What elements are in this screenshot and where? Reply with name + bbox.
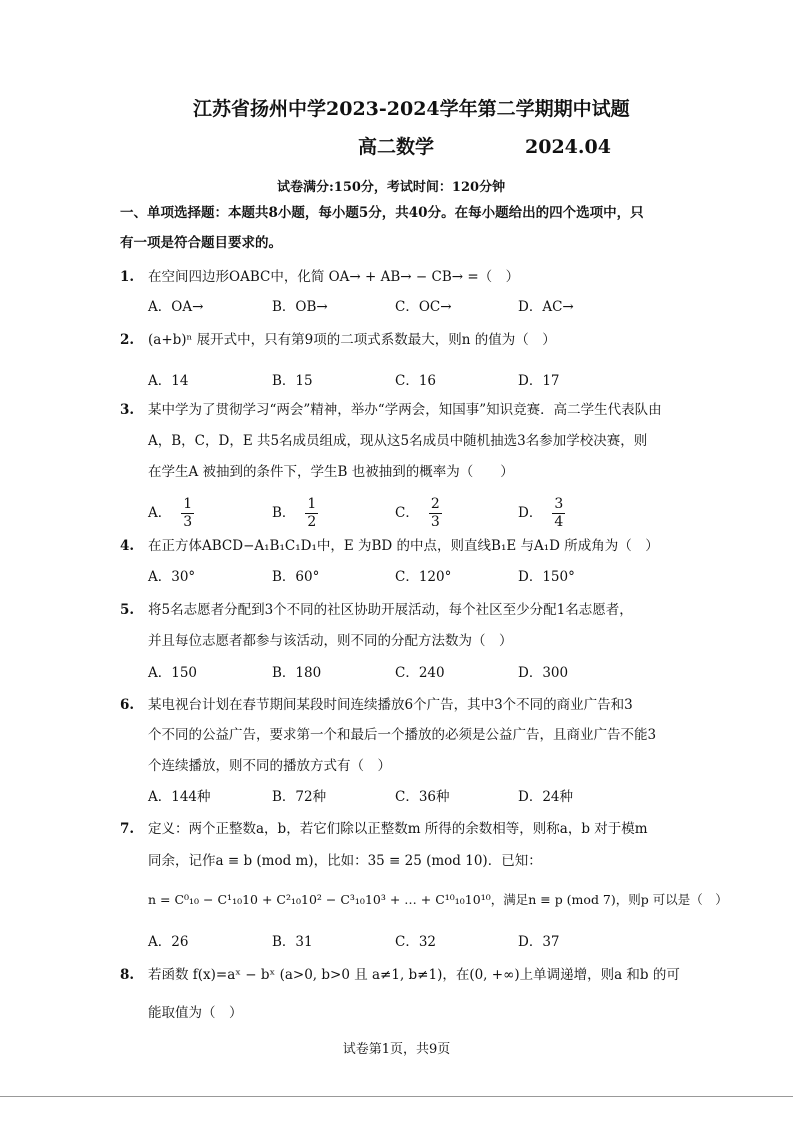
option-c[interactable]: C．OC→ (395, 299, 452, 315)
question-text: 同余，记作a ≡ b (mod m)，比如：35 ≡ 25 (mod 10)．已知： (148, 853, 542, 869)
option-b[interactable]: B． $\frac{1}{2}$ (272, 496, 317, 530)
option-b[interactable]: B．60° (272, 569, 320, 585)
exam-date: 2024.04 (525, 136, 611, 158)
question-text: 个不同的公益广告，要求第一个和最后一个播放的必须是公益广告，且商业广告不能3 (148, 727, 657, 743)
option-a[interactable]: A．OA→ (148, 299, 204, 315)
option-c[interactable]: C．16 (395, 373, 437, 389)
question-text: A，B，C，D，E 共5名成员组成，现从这5名成员中随机抽选3名参加学校决赛，则 (148, 433, 648, 449)
option-a[interactable]: A．150 (148, 665, 198, 681)
fraction: $\frac{1}{3}$ (183, 496, 193, 530)
option-a[interactable]: A． $\frac{1}{3}$ (148, 496, 193, 530)
option-d[interactable]: D．AC→ (518, 299, 574, 315)
question-text: 定义：两个正整数a，b，若它们除以正整数m 所得的余数相等，则称a，b 对于模m (148, 821, 648, 837)
option-a[interactable]: A．26 (148, 934, 189, 950)
option-b[interactable]: B．31 (272, 934, 313, 950)
option-d[interactable]: D． $\frac{3}{4}$ (518, 496, 564, 530)
option-d[interactable]: D．300 (518, 665, 569, 681)
question-text: 若函数 f(x)=aˣ − bˣ (a>0, b>0 且 a≠1, b≠1)，在(0, +∞)上单调递增，则a 和b 的可 (148, 967, 680, 983)
question-text: 个连续播放，则不同的播放方式有（ ） (148, 758, 391, 774)
option-b[interactable]: B．72种 (272, 789, 327, 805)
section-heading: 一、单项选择题：本题共8小题，每小题5分，共40分。在每小题给出的四个选项中，只 (120, 205, 644, 221)
option-a[interactable]: A．14 (148, 373, 189, 389)
question-text: 某电视台计划在春节期间某段时间连续播放6个广告，其中3个不同的商业广告和3 (148, 697, 633, 713)
fraction: $\frac{3}{4}$ (554, 496, 564, 530)
option-b[interactable]: B．180 (272, 665, 322, 681)
option-c[interactable]: C．32 (395, 934, 437, 950)
question-formula: n = C⁰₁₀ − C¹₁₀10 + C²₁₀10² − C³₁₀10³ + … + C¹⁰₁₀10¹⁰，满足n ≡ p (mod 7)，则p 可以是（ ） (148, 892, 728, 907)
question-text: 在空间四边形OABC中，化简 OA→ + AB→ − CB→ =（ ） (148, 269, 520, 285)
option-c[interactable]: C．240 (395, 665, 445, 681)
page-footer: 试卷第1页，共9页 (342, 1042, 451, 1057)
option-a[interactable]: A．30° (148, 569, 196, 585)
page-divider (0, 1096, 793, 1097)
exam-info: 试卷满分:150分，考试时间：120分钟 (277, 180, 506, 195)
option-c[interactable]: C．36种 (395, 789, 450, 805)
question-text: 某中学为了贯彻学习“两会”精神，举办“学两会，知国事”知识竞赛．高二学生代表队由 (148, 402, 662, 418)
section-heading-cont: 有一项是符合题目要求的。 (120, 235, 282, 251)
option-b[interactable]: B．15 (272, 373, 313, 389)
question-text: 能取值为（ ） (148, 1005, 243, 1021)
question-text: 将5名志愿者分配到3个不同的社区协助开展活动，每个社区至少分配1名志愿者， (148, 602, 633, 618)
option-b[interactable]: B．OB→ (272, 299, 328, 315)
question-text: (a+b)ⁿ 展开式中，只有第9项的二项式系数最大，则n 的值为（ ） (148, 332, 556, 348)
option-d[interactable]: D．17 (518, 373, 560, 389)
question-text: 并且每位志愿者都参与该活动，则不同的分配方法数为（ ） (148, 633, 513, 649)
option-c[interactable]: C． $\frac{2}{3}$ (395, 496, 440, 530)
question-text: 在学生A 被抽到的条件下，学生B 也被抽到的概率为（ ） (148, 464, 514, 480)
option-c[interactable]: C．120° (395, 569, 452, 585)
fraction: $\frac{1}{2}$ (307, 496, 317, 530)
option-d[interactable]: D．150° (518, 569, 575, 585)
fraction: $\frac{2}{3}$ (430, 496, 440, 530)
subject: 高二数学 (358, 136, 435, 158)
exam-title: 江苏省扬州中学2023-2024学年第二学期期中试题 (193, 98, 630, 120)
option-d[interactable]: D．37 (518, 934, 560, 950)
option-a[interactable]: A．144种 (148, 789, 211, 805)
option-d[interactable]: D．24种 (518, 789, 574, 805)
question-text: 在正方体ABCD−A₁B₁C₁D₁中，E 为BD 的中点，则直线B₁E 与A₁D 所成角为（ ） (148, 538, 659, 554)
